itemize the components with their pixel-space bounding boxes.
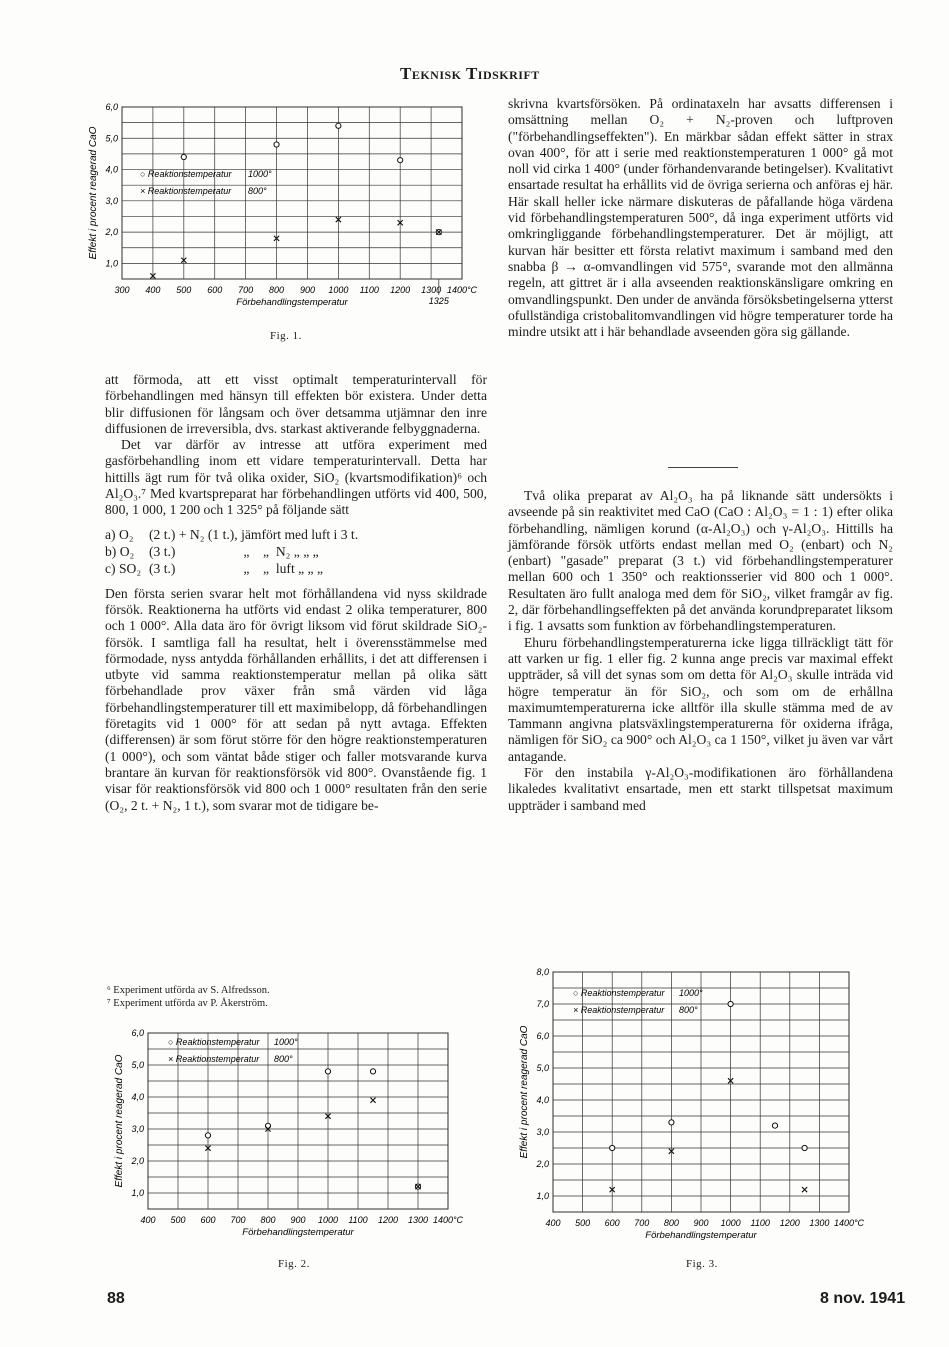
x-axis-label: Förbehandlingstemperatur [645,1230,757,1241]
x-tick-label: 600 [604,1218,620,1228]
right-paragraph-3: Ehuru förbehandlingstemperaturerna icke ligga tillräckligt tätt för att varken ur fig. 1 eller fig. 2 kunna ange precis var maximal effekt uppträder, så vill det synas som om detta för Al₂O₃ skulle inträda vid högre temperatur än för SiO₂, och som om de erhållna maximumtemperaturerna icke alltför illa skulle stämma med de av Tammann angivna platsväxlingstemperaturerna för oxiderna ifråga, nämligen för SiO₂ ca 900° och Al₂O₃ ca 1 150°, vilket ju även var vårt antagande. [508,634,893,764]
x-tick-label: 1100 [750,1218,770,1228]
x-tick-label: 1400°C [833,1218,865,1228]
y-tick-label: 4,0 [536,1095,549,1105]
series-row-b [105,544,487,561]
series-list [105,527,487,578]
data-point-circle [336,123,341,128]
series-desc: (2 t.) + N₂ (1 t.), jämfört med luft i 3 t. [149,526,359,542]
data-point-cross [802,1187,807,1192]
x-tick-label: 1400°C [432,1215,464,1225]
series-label: c) SO₂ [105,560,142,576]
legend-value: 800° [679,1005,698,1015]
y-tick-label: 5,0 [131,1060,144,1070]
y-tick-label: 5,0 [105,133,118,144]
x-tick-label: 1300 [421,285,442,295]
y-tick-label: 3,0 [536,1127,549,1137]
figure-3-chart [510,960,890,1250]
x-tick-label: 1100 [359,285,379,295]
series-row-a [105,527,487,544]
y-axis-label: Effekt i procent reagerad CaO [519,1025,530,1159]
y-tick-label: 3,0 [105,195,118,206]
legend-value: 1000° [248,169,272,179]
x-tick-label: 1200 [390,285,411,295]
figure-2-chart [110,1025,490,1255]
figure-1-caption: Fig. 1. [270,330,302,342]
footnotes [107,984,270,1010]
legend-entry: ○ Reaktionstemperatur [140,169,232,179]
left-paragraph-1: att förmoda, att ett visst optimalt temperaturintervall för förbehandlingen med hänsyn till effekten bör existera. Under detta blir diffusionen för långsam och över detsamma utjämnar den inre diffusionen de irreversibla, dvs. starkast aktiverande felbyggnaderna. [105,372,487,436]
x-tick-label: 500 [170,1215,186,1225]
figure-1-chart [85,95,505,325]
data-point-circle [205,1133,210,1138]
x-tick-label: 300 [114,285,130,295]
footnote-7: ⁷ Experiment utförda av P. Åkerström. [107,998,268,1009]
x-tick-label: 1000 [317,1215,339,1225]
y-tick-label: 1,0 [131,1188,144,1198]
legend-entry: × Reaktionstemperatur [573,1005,665,1015]
x-tick-label: 1000 [720,1218,741,1228]
legend-entry: ○ Reaktionstemperatur [573,988,665,998]
page-number: 88 [107,1290,125,1307]
left-column [105,372,487,814]
series-label: b) O₂ [105,543,135,559]
data-point-circle [610,1145,615,1150]
journal-masthead: Teknisk Tidskrift [400,64,540,83]
x-tick-label: 900 [290,1215,306,1225]
legend-entry: × Reaktionstemperatur [168,1054,260,1064]
right-column-top [508,96,893,340]
x-tick-label: 800 [663,1218,679,1228]
y-tick-label: 2,0 [105,227,118,238]
x-tick-label: 700 [230,1215,246,1225]
legend-value: 1000° [679,988,703,998]
x-tick-label: 400 [140,1215,156,1225]
y-tick-label: 6,0 [131,1028,144,1038]
data-point-circle [274,142,279,147]
x-tick-label: 1200 [779,1218,800,1228]
right-paragraph-2: Två olika preparat av Al₂O₃ ha på liknande sätt undersökts i avseende på sin reaktivitet med CaO (CaO : Al₂O₃ = 1 : 1) efter olika förbehandling, nämligen korund (α-Al₂O₃) och γ-Al₂O₃. Hittills ha jämförande försök utförts endast mellan med O₂ (enbart) och N₂ (enbart) "gasade" preparat (3 t.) vid förbehandlingstemperaturer mellan 600 och 1 350° och reaktionsserier vid 800 och 1 000°. Resultaten äro fullt analoga med dem för SiO₂, vilket framgår av fig. 2, där förbehandlingseffekten på det använda korundpreparatet liksom i fig. 1 avsatts som funktion av förbehandlingstemperaturen. [508,488,893,634]
legend-value: 1000° [274,1037,298,1047]
x-tick-label: 1100 [348,1215,368,1225]
x-tick-label: 500 [176,285,192,295]
x-axis-label: Förbehandlingstemperatur [236,297,348,308]
y-tick-label: 2,0 [131,1156,144,1166]
y-axis-label: Effekt i procent reagerad CaO [114,1054,125,1188]
data-point-circle [669,1120,674,1125]
right-paragraph-4: För den instabila γ-Al₂O₃-modifikationen äro förhållandena likaledes kvalitativt ensartade, men ett starkt tillspetsat maximum uppträder i samband med [508,765,893,813]
right-paragraph-1: skrivna kvartsförsöken. På ordinataxeln har avsatts differensen i omsättning mellan O₂ + N₂-proven och luftproven ("förbehandlingseffekten"). En märkbar sådan effekt sätter in strax ovan 400°, för att i serie med reaktionstemperaturen 1 000° gå mot noll vid cirka 1 400° (under förhandenvarande betingelser). Kvalitativt ensartade resultat ha erhållits vid de övriga serierna och anföras ej här. Här skall heller icke närmare diskuteras de påfallande höga värdena vid förbehandlingstemperaturen 500°, då inga experiment utförts vid omkringliggande förbehandlingstemperaturer. Det är möjligt, att kurvan här besitter ett första relativt maximum i samband med den snabba β → α-omvandlingen vid 575°, svarande mot den allmänna regeln, att gittret är i alla avseenden reaktionskänsligare omkring en omvandlingspunkt. Den under de använda försöksbetingelserna ytterst ofullständiga cristobalitomvandlingen vid högre temperaturer torde ha mindre utsikt att i här behandlade avseenden göra sig gällande. [508,96,893,340]
x-tick-label: 1000 [328,285,349,295]
x-tick-label: 400 [545,1218,561,1228]
y-axis-label: Effekt i procent reagerad CaO [88,126,99,260]
data-point-circle [325,1069,330,1074]
data-point-circle [772,1123,777,1128]
y-tick-label: 6,0 [105,102,118,112]
x-tick-label: 800 [260,1215,276,1225]
y-tick-label: 4,0 [131,1092,144,1102]
series-desc: (3 t.) „ „ luft „ „ „ [149,560,324,576]
data-point-circle [802,1145,807,1150]
y-tick-label: 3,0 [131,1124,144,1134]
y-tick-label: 1,0 [105,258,118,269]
y-tick-label: 8,0 [536,967,549,977]
data-point-cross [370,1098,375,1103]
x-tick-label: 400 [145,285,161,295]
y-tick-label: 2,0 [536,1159,549,1169]
issue-date: 8 nov. 1941 [820,1290,906,1307]
data-point-circle [398,158,403,163]
left-paragraph-2: Det var därför av intresse att utföra experiment med gasförbehandling inom ett vidare temperaturintervall. Detta har hittills ägt rum för två olika oxider, SiO₂ (kvartsmodifikation)⁶ och Al₂O₃.⁷ Med kvartspreparat har förbehandlingen utförts vid 400, 500, 800, 1 000, 1 200 och 1 325° på följande sätt [105,437,487,518]
x-tick-label: 700 [238,285,254,295]
legend-value: 800° [248,186,267,196]
x-tick-label: 600 [200,1215,216,1225]
series-label: a) O₂ [105,526,134,542]
legend-value: 800° [274,1054,293,1064]
data-point-circle [728,1001,733,1006]
figure-3-caption: Fig. 3. [686,1258,718,1270]
footnote-6: ⁶ Experiment utförda av S. Alfredsson. [107,985,270,996]
legend-entry: ○ Reaktionstemperatur [168,1037,260,1047]
x-axis-label: Förbehandlingstemperatur [242,1227,354,1238]
figure-2-caption: Fig. 2. [278,1258,310,1270]
x-tick-label: 700 [634,1218,650,1228]
series-row-c [105,561,487,578]
data-point-circle [181,154,186,159]
series-desc: (3 t.) „ „ N₂ „ „ „ [149,543,319,559]
section-divider [668,467,738,468]
x-tick-label: 1300 [809,1218,830,1228]
x-tick-label: 1300 [407,1215,429,1225]
left-paragraph-3: Den första serien svarar helt mot förhållandena vid nyss skildrade försök. Reaktionerna ha utförts vid endast 2 olika temperaturer, 800 och 1 000°. Alla data äro för övrigt liksom vid förut skildrade SiO₂-försök. I samtliga fall ha resultat, helt i överensstämmelse med förmodade, nyss antydda förhållanden erhållits, i det att differensen i utbyte vid samma reaktionstemperatur mellan på olika sätt förbehandlade prov växer från små värden vid låga förbehandlingstemperaturer till ett maximibelopp, då förbehandlingen företagits vid 1 000° för att sedan på nytt avtaga. Effekten (differensen) är som förut större för den högre reaktionstemperaturen (1 000°), och som väntat både stiger och faller motsvarande kurva brantare än kurvan för reaktionsförsök vid 800°. Ovanstående fig. 1 visar för reaktionsförsök vid 800 och 1 000° resultaten från den serie (O₂, 2 t. + N₂, 1 t.), som svarar mot de tidigare be- [105,585,487,813]
right-column-bottom [508,488,893,814]
extra-tick-label: 1325 [428,296,449,306]
x-tick-label: 900 [693,1218,709,1228]
y-tick-label: 4,0 [105,164,118,175]
y-tick-label: 5,0 [536,1063,549,1073]
y-tick-label: 7,0 [536,999,549,1009]
x-tick-label: 600 [207,285,223,295]
legend-entry: × Reaktionstemperatur [140,186,232,196]
x-tick-label: 1200 [377,1215,399,1225]
data-point-circle [370,1069,375,1074]
y-tick-label: 1,0 [536,1191,549,1201]
x-tick-label: 1400°C [446,285,478,295]
x-tick-label: 500 [575,1218,591,1228]
x-tick-label: 800 [269,285,285,295]
x-tick-label: 900 [299,285,315,295]
y-tick-label: 6,0 [536,1031,549,1041]
